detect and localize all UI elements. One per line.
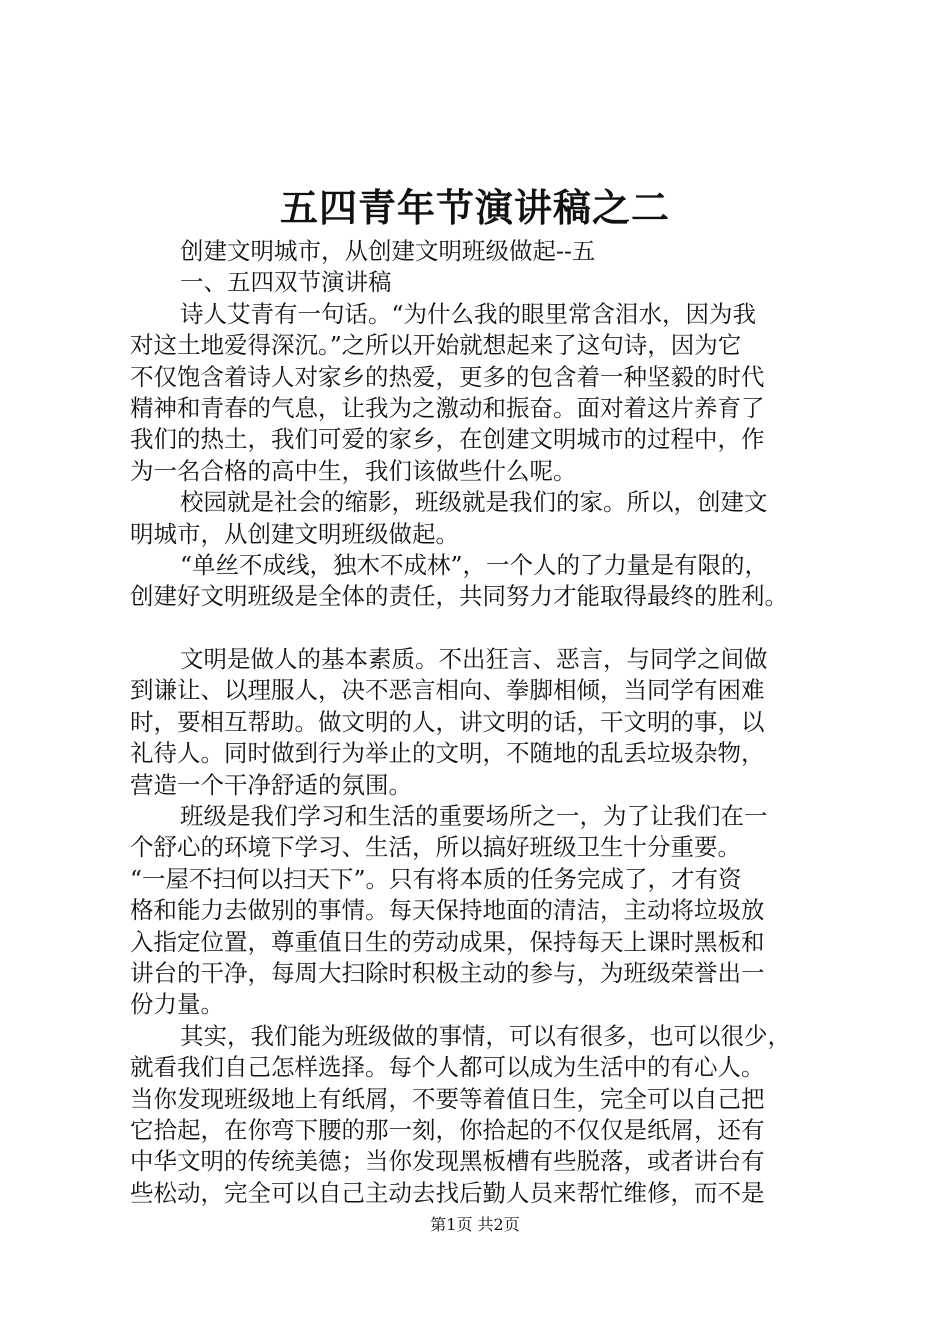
text-line: 文明是做人的基本素质。不出狂言、恶言，与同学之间做 xyxy=(180,645,768,674)
text-line: 份力量。 xyxy=(130,990,224,1019)
text-line: 营造一个干净舒适的氛围。 xyxy=(130,770,412,799)
blank-line xyxy=(130,613,835,644)
text-line: 到谦让、以理服人，决不恶言相向、拳脚相倾，当同学有困难 xyxy=(130,676,765,705)
text-line: 不仅饱含着诗人对家乡的热爱，更多的包含着一种坚毅的时代 xyxy=(130,362,765,391)
document-body xyxy=(130,236,835,1209)
text-line: 些松动，完全可以自己主动去找后勤人员来帮忙维修，而不是 xyxy=(130,1178,765,1207)
text-line: 中华文明的传统美德；当你发现黑板槽有些脱落，或者讲台有 xyxy=(130,1147,765,1176)
text-line: 就看我们自己怎样选择。每个人都可以成为生活中的有心人。 xyxy=(130,1053,765,1082)
text-line: 入指定位置，尊重值日生的劳动成果，保持每天上课时黑板和 xyxy=(130,927,765,956)
text-line: 礼待人。同时做到行为举止的文明，不随地的乱丢垃圾杂物， xyxy=(130,739,765,768)
text-line: 精神和青春的气息，让我为之激动和振奋。面对着这片养育了 xyxy=(130,393,765,422)
text-line: 个舒心的环境下学习、生活，所以搞好班级卫生十分重要。 xyxy=(130,833,741,862)
text-line: 格和能力去做别的事情。每天保持地面的清洁，主动将垃圾放 xyxy=(130,896,765,925)
text-line: 讲台的干净，每周大扫除时积极主动的参与，为班级荣誉出一 xyxy=(130,958,765,987)
page-footer: 第1页 共2页 xyxy=(430,1215,520,1234)
text-line: “单丝不成线，独木不成林”，一个人的了力量是有限的， xyxy=(180,550,769,579)
text-line: 其实，我们能为班级做的事情，可以有很多，也可以很少， xyxy=(180,1021,791,1050)
text-line: “一屋不扫何以扫天下”。只有将本质的任务完成了，才有资 xyxy=(130,864,742,893)
text-line: 对这土地爱得深沉。”之所以开始就想起来了这句诗，因为它 xyxy=(130,331,742,360)
text-line: 校园就是社会的缩影，班级就是我们的家。所以，创建文 xyxy=(180,488,768,517)
text-line: 诗人艾青有一句话。“为什么我的眼里常含泪水，因为我 xyxy=(180,299,757,328)
text-line: 时，要相互帮助。做文明的人，讲文明的话，干文明的事，以 xyxy=(130,707,765,736)
text-line: 创建文明城市，从创建文明班级做起--五 xyxy=(180,237,596,265)
text-line: 明城市，从创建文明班级做起。 xyxy=(130,519,459,548)
text-line: 当你发现班级地上有纸屑，不要等着值日生，完全可以自己把 xyxy=(130,1084,765,1113)
text-line: 为一名合格的高中生，我们该做些什么呢。 xyxy=(130,456,577,485)
text-line: 一、五四双节演讲稿 xyxy=(180,268,392,297)
text-line: 创建好文明班级是全体的责任，共同努力才能取得最终的胜利。 xyxy=(130,582,788,611)
document-title: 五四青年节演讲稿之二 xyxy=(279,185,670,230)
text-line: 它拾起，在你弯下腰的那一刻，你拾起的不仅仅是纸屑，还有 xyxy=(130,1115,765,1144)
text-line: 班级是我们学习和生活的重要场所之一，为了让我们在一 xyxy=(180,802,768,831)
text-line: 我们的热土，我们可爱的家乡，在创建文明城市的过程中，作 xyxy=(130,425,765,454)
